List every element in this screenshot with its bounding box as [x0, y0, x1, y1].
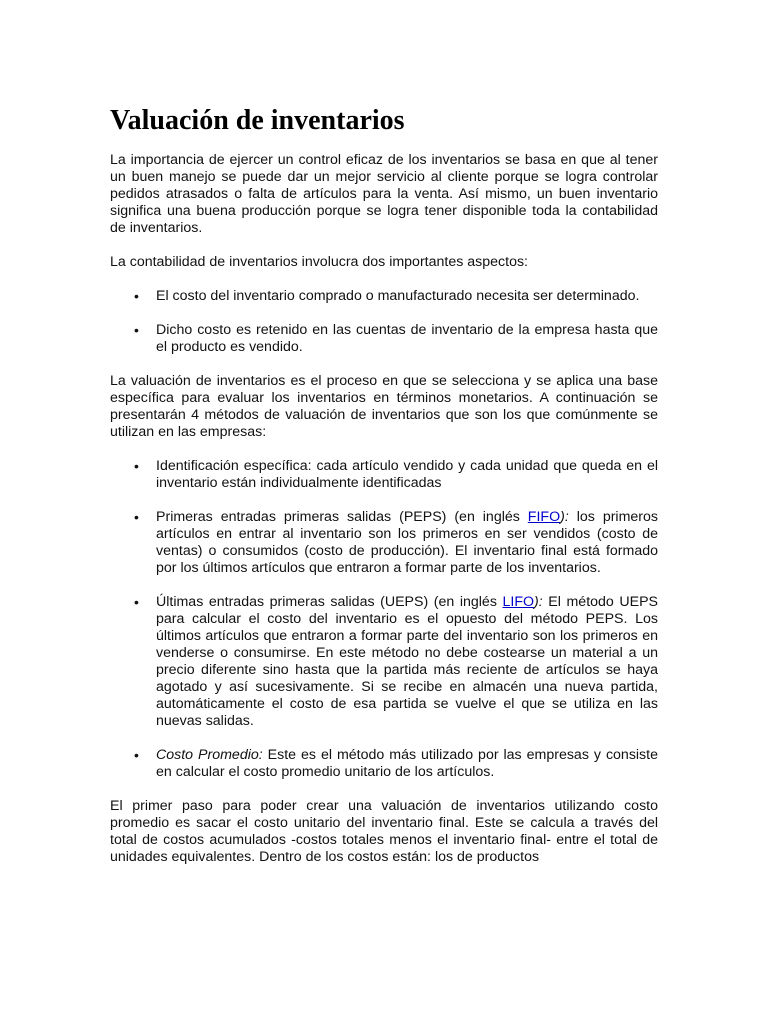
- method-text: los primeros artículos en entrar al inventario son los primeros en ser vendidos (costo de ventas) o consumidos (costo de producción). El inventario final está formado por los últimos artículos que entraron a formar parte de los inventarios.: [156, 509, 658, 576]
- fifo-link[interactable]: FIFO: [527, 509, 561, 525]
- method-text: cada artículo vendido y cada unidad que queda en el inventario están individualmente identificadas: [156, 458, 659, 491]
- aspect-item-text: Dicho costo es retenido en las cuentas de inventario de la empresa hasta que el producto es vendido.: [156, 322, 658, 355]
- intro-paragraph: La importancia de ejercer un control eficaz de los inventarios se basa en que al tener un buen manejo se puede dar un mejor servicio al cliente porque se logra controlar pedidos atrasados o falta de artículos para la venta. Así mismo, un buen inventario significa una buena producción porque se logra tener disponible toda la contabilidad de inventarios.: [110, 152, 658, 236]
- bullet-icon: •: [134, 288, 139, 304]
- method-lead-close: ):: [560, 509, 577, 525]
- aspect-item-2: [134, 322, 658, 356]
- method-lead: Últimas entradas primeras salidas (UEPS) (en inglés: [156, 594, 503, 610]
- method-item-peps: [134, 509, 658, 577]
- average-cost-paragraph: El primer paso para poder crear una valuación de inventarios utilizando costo promedio es sacar el costo unitario del inventario final. Este se calcula a través del total de costos acumulados -costos totales menos el inventario final- entre el total de unidades equivalentes. Dentro de los costos están: los de productos: [110, 798, 658, 865]
- bullet-icon: •: [134, 322, 139, 338]
- aspect-item-1: [134, 288, 658, 305]
- method-item-ueps: [134, 594, 659, 730]
- bullet-icon: •: [134, 747, 139, 763]
- aspects-list: [110, 288, 658, 356]
- method-lead: Costo Promedio:: [156, 747, 268, 763]
- lifo-link[interactable]: LIFO: [502, 594, 535, 610]
- method-lead: Primeras entradas primeras salidas (PEPS) (en inglés: [156, 509, 528, 525]
- method-text: El método UEPS para calcular el costo del inventario es el opuesto del método PEPS. Los últimos artículos que entraron a formar parte del inventario son los primeros en venderse o consumirse. En este método no debe costearse un material a un precio diferente sino hasta que la partida más reciente de artículos se haya agotado y así sucesivamente. Si se recibe en almacén una nueva partida, automáticamente el costo de esa partida se vuelve el que se utiliza en las nuevas salidas.: [156, 594, 659, 729]
- method-text: Este es el método más utilizado por las empresas y consiste en calcular el costo promedio unitario de los artículos.: [156, 747, 658, 780]
- method-item-average-cost: [134, 747, 658, 781]
- aspects-intro-paragraph: La contabilidad de inventarios involucra dos importantes aspectos:: [110, 254, 528, 270]
- method-item-specific-identification: [134, 458, 659, 492]
- page-title: Valuación de inventarios: [110, 105, 405, 136]
- method-lead: Identificación específica:: [156, 458, 317, 474]
- method-lead-close: ):: [534, 594, 549, 610]
- aspect-item-text: El costo del inventario comprado o manufacturado necesita ser determinado.: [156, 288, 640, 304]
- valuation-paragraph: La valuación de inventarios es el proceso en que se selecciona y se aplica una base específica para evaluar los inventarios en términos monetarios. A continuación se presentarán 4 métodos de valuación de inventarios que son los que comúnmente se utilizan en las empresas:: [110, 373, 658, 440]
- bullet-icon: •: [134, 458, 139, 474]
- methods-list: [110, 458, 658, 781]
- bullet-icon: •: [134, 594, 139, 610]
- bullet-icon: •: [134, 509, 139, 525]
